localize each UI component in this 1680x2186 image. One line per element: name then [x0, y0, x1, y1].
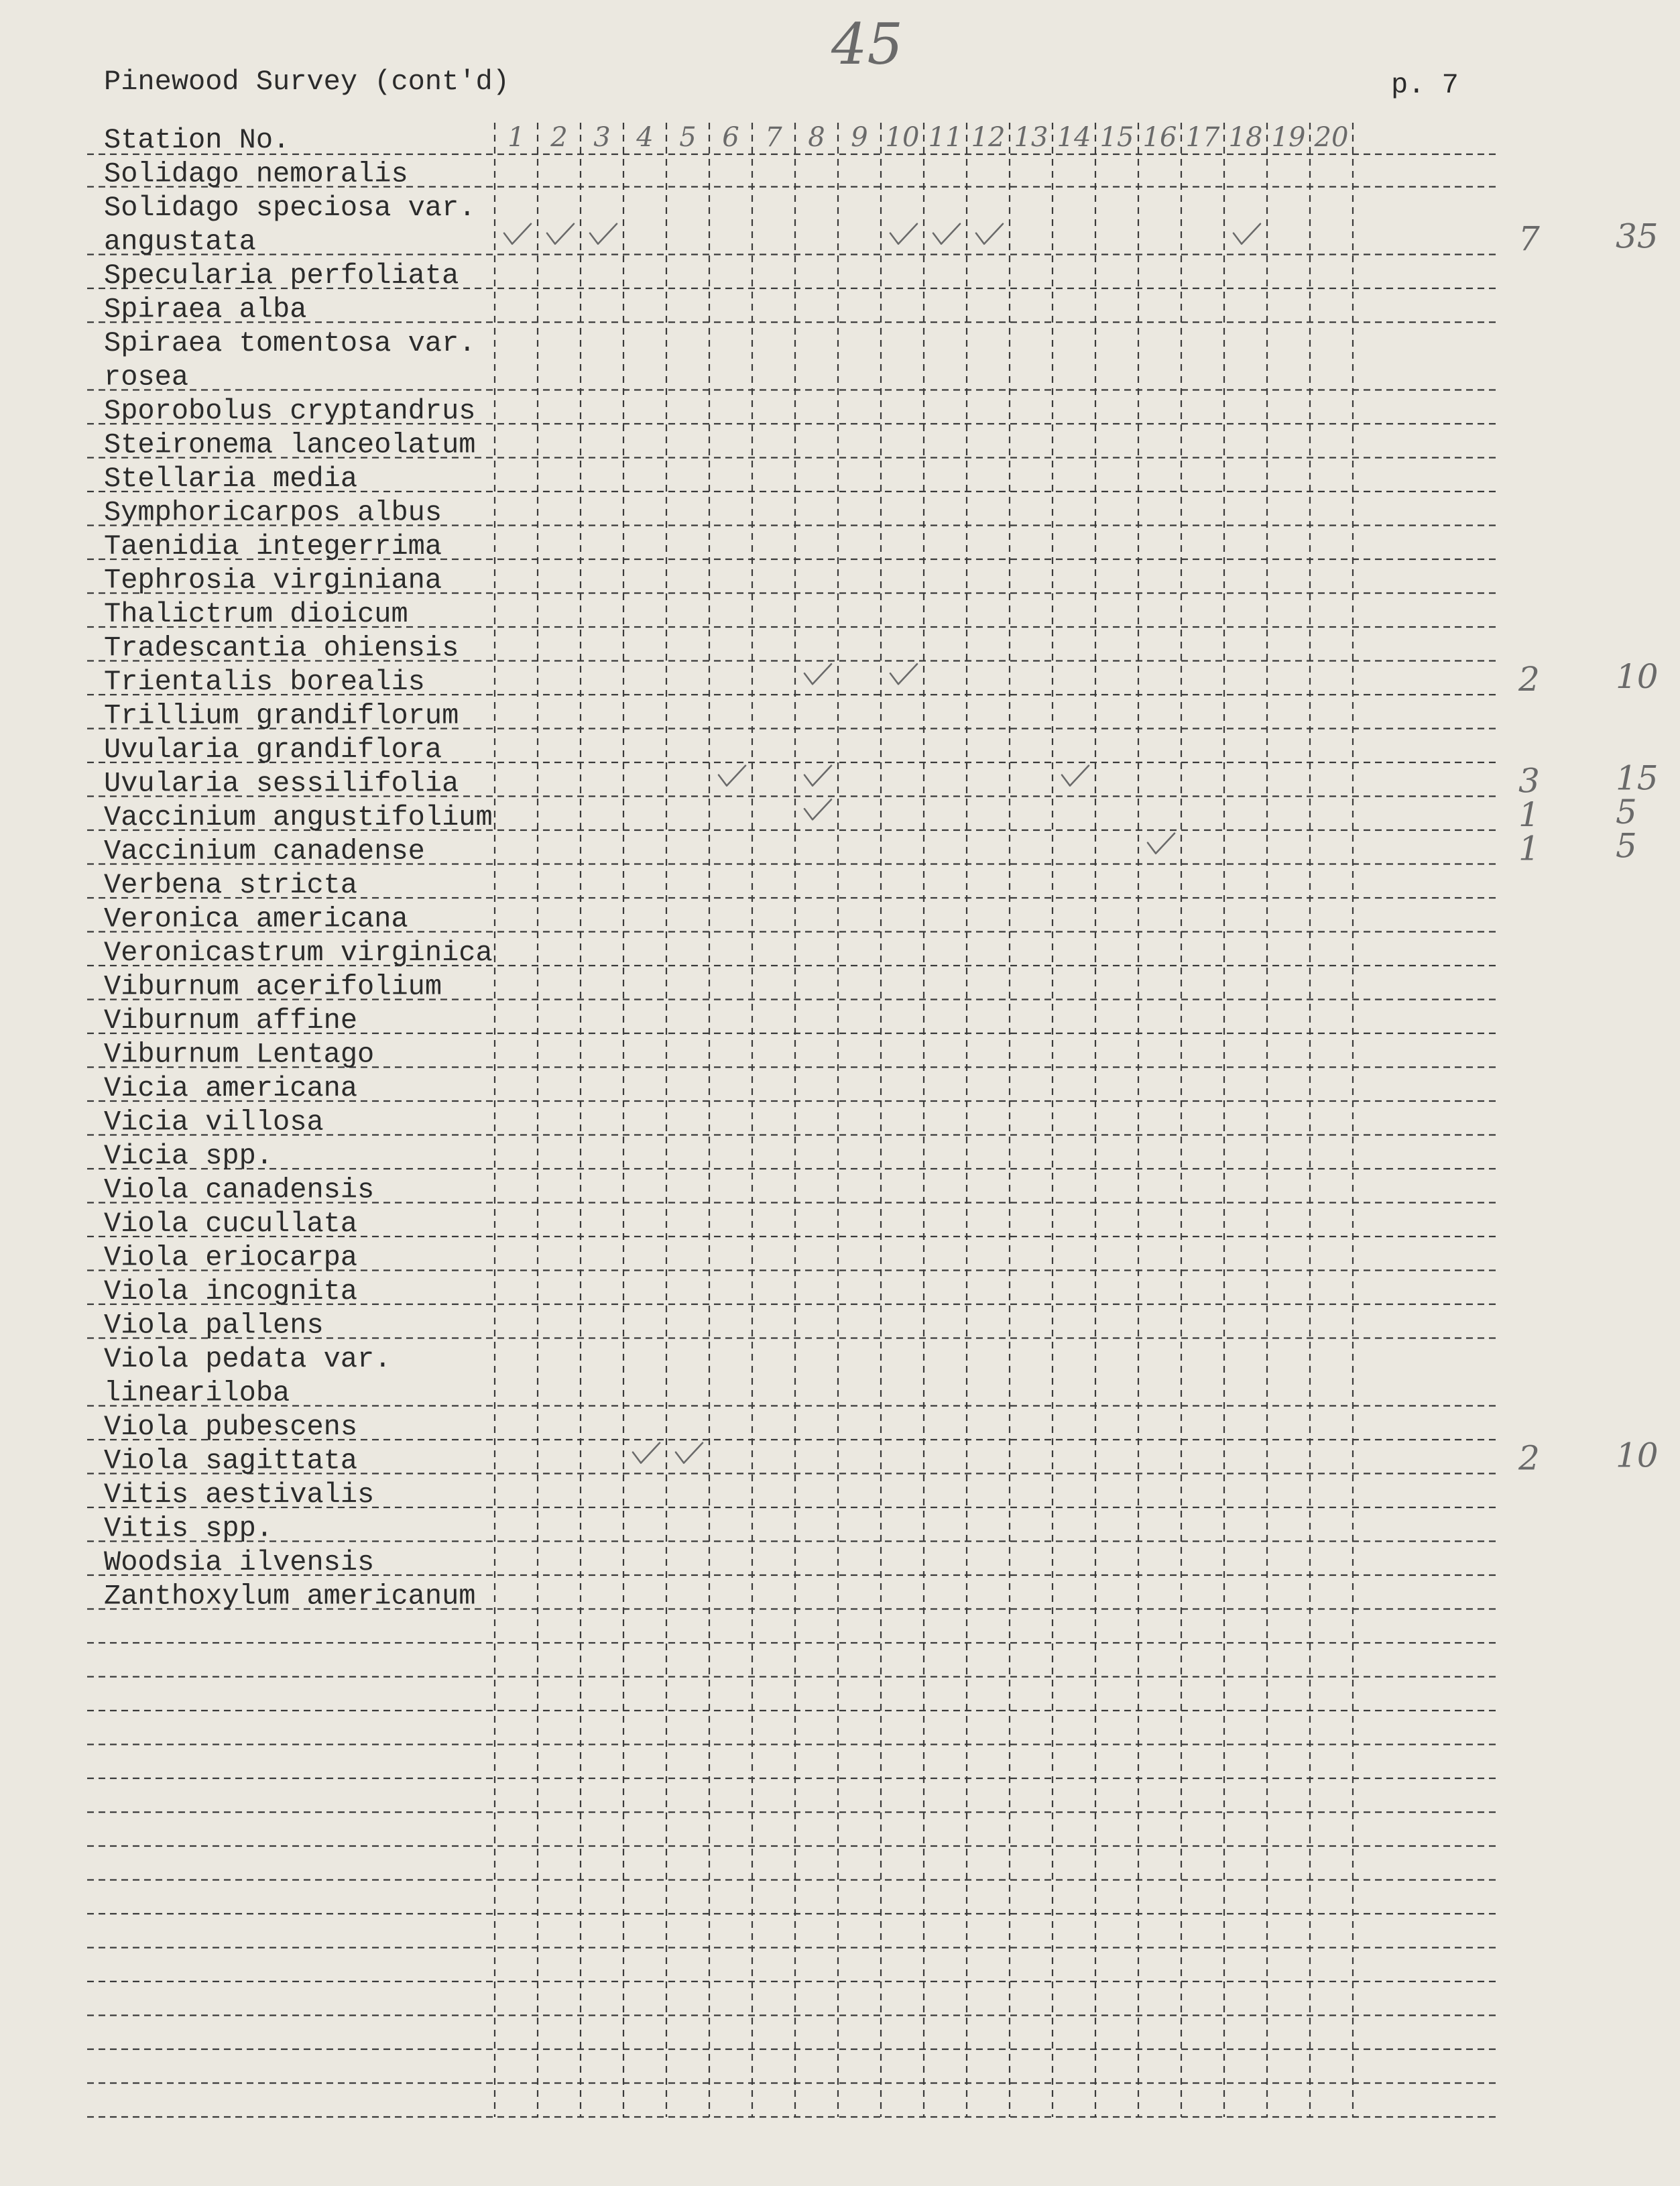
species-name: Viola sagittata [104, 1444, 358, 1477]
species-name: Specularia perfoliata [104, 260, 459, 292]
species-name: Veronicastrum virginica [104, 937, 493, 969]
station-number: 15 [1099, 122, 1134, 153]
station-count: 1 [1518, 829, 1540, 868]
species-name: Taenidia integerrima [104, 530, 442, 563]
check-mark-icon [933, 224, 960, 244]
station-count: 1 [1518, 795, 1540, 834]
species-name: Viburnum acerifolium [104, 970, 442, 1003]
station-number: 13 [1014, 122, 1048, 153]
check-mark-icon [590, 224, 617, 244]
frequency-score: 5 [1616, 826, 1637, 866]
station-number: 1 [507, 122, 525, 153]
species-name: Vicia spp. [104, 1140, 274, 1172]
station-number: 10 [885, 122, 920, 153]
check-mark-icon [976, 224, 1003, 244]
species-name: Uvularia grandiflora [104, 734, 442, 766]
species-name: Solidago nemoralis [104, 158, 408, 190]
species-name: angustata [104, 225, 256, 258]
station-number: 14 [1057, 122, 1091, 153]
station-number: 12 [971, 122, 1006, 153]
station-label: Station No. [104, 124, 290, 156]
species-name: Viola cucullata [104, 1208, 358, 1240]
station-number: 3 [593, 122, 611, 153]
sheet-title: Pinewood Survey (cont'd) [104, 66, 509, 98]
species-name: Viburnum Lentago [104, 1038, 375, 1071]
station-number: 2 [550, 122, 568, 153]
handwritten-page-total: 45 [831, 11, 903, 77]
station-number: 9 [851, 122, 868, 153]
station-number: 7 [765, 122, 782, 153]
species-name: rosea [104, 361, 189, 394]
station-count: 2 [1518, 660, 1540, 699]
check-mark-icon [890, 224, 917, 244]
check-mark-icon [633, 1443, 660, 1463]
species-name: Woodsia ilvensis [104, 1546, 375, 1578]
species-name: Viola canadensis [104, 1173, 375, 1206]
species-name: Verbena stricta [104, 869, 358, 901]
species-name: Sporobolus cryptandrus [104, 395, 476, 427]
species-name: Vaccinium angustifolium [104, 801, 493, 833]
check-mark-icon [804, 664, 831, 684]
species-name: Steironema lanceolatum [104, 428, 476, 461]
station-number: 17 [1185, 122, 1220, 153]
check-mark-icon [804, 766, 831, 786]
check-mark-icon [1234, 224, 1260, 244]
species-name: Zanthoxylum americanum [104, 1580, 476, 1613]
species-name: Viburnum affine [104, 1004, 358, 1037]
check-mark-icon [1062, 766, 1089, 786]
station-count: 7 [1518, 219, 1540, 259]
species-name: Viola pallens [104, 1309, 324, 1342]
species-name: Stellaria media [104, 463, 358, 495]
species-name: Trillium grandiflorum [104, 699, 459, 732]
check-mark-icon [804, 799, 831, 819]
station-count: 3 [1518, 761, 1540, 801]
species-name: Viola pedata var. [104, 1343, 392, 1375]
frequency-score: 15 [1616, 758, 1659, 798]
species-name: Viola incognita [104, 1275, 358, 1308]
station-number: 5 [679, 122, 697, 153]
species-name: Tephrosia virginiana [104, 564, 442, 597]
frequency-score: 5 [1616, 793, 1637, 831]
species-name: Vaccinium canadense [104, 835, 425, 868]
frequency-score: 35 [1616, 217, 1659, 256]
species-name: lineariloba [104, 1377, 290, 1410]
station-number: 19 [1271, 122, 1306, 153]
station-number: 6 [722, 122, 739, 153]
check-mark-icon [547, 224, 574, 244]
check-mark-icon [719, 766, 745, 786]
station-number: 18 [1228, 122, 1263, 153]
species-name: Vicia americana [104, 1072, 358, 1104]
frequency-score: 10 [1616, 1436, 1659, 1475]
station-number: 4 [636, 122, 654, 153]
species-name: Vitis aestivalis [104, 1479, 375, 1511]
species-name: Spiraea alba [104, 293, 307, 326]
station-number: 8 [808, 122, 825, 153]
station-number: 20 [1314, 122, 1349, 153]
species-name: Thalictrum dioicum [104, 598, 408, 630]
check-mark-icon [676, 1443, 703, 1463]
check-mark-icon [1148, 833, 1175, 854]
species-name: Vitis spp. [104, 1512, 274, 1545]
species-name: Tradescantia ohiensis [104, 632, 459, 665]
station-number: 16 [1142, 122, 1177, 153]
station-number: 11 [928, 122, 963, 153]
page-number: p. 7 [1391, 69, 1459, 101]
species-name: Trientalis borealis [104, 666, 425, 698]
check-mark-icon [890, 664, 917, 684]
check-mark-icon [504, 224, 531, 244]
species-name: Spiraea tomentosa var. [104, 327, 476, 359]
species-name: Symphoricarpos albus [104, 496, 442, 529]
species-name: Viola eriocarpa [104, 1241, 358, 1274]
species-name: Viola pubescens [104, 1411, 358, 1443]
frequency-score: 10 [1616, 657, 1659, 696]
species-name: Vicia villosa [104, 1106, 324, 1139]
species-name: Solidago speciosa var. [104, 192, 476, 224]
station-count: 2 [1518, 1438, 1540, 1478]
species-name: Uvularia sessilifolia [104, 767, 459, 800]
species-name: Veronica americana [104, 903, 408, 935]
